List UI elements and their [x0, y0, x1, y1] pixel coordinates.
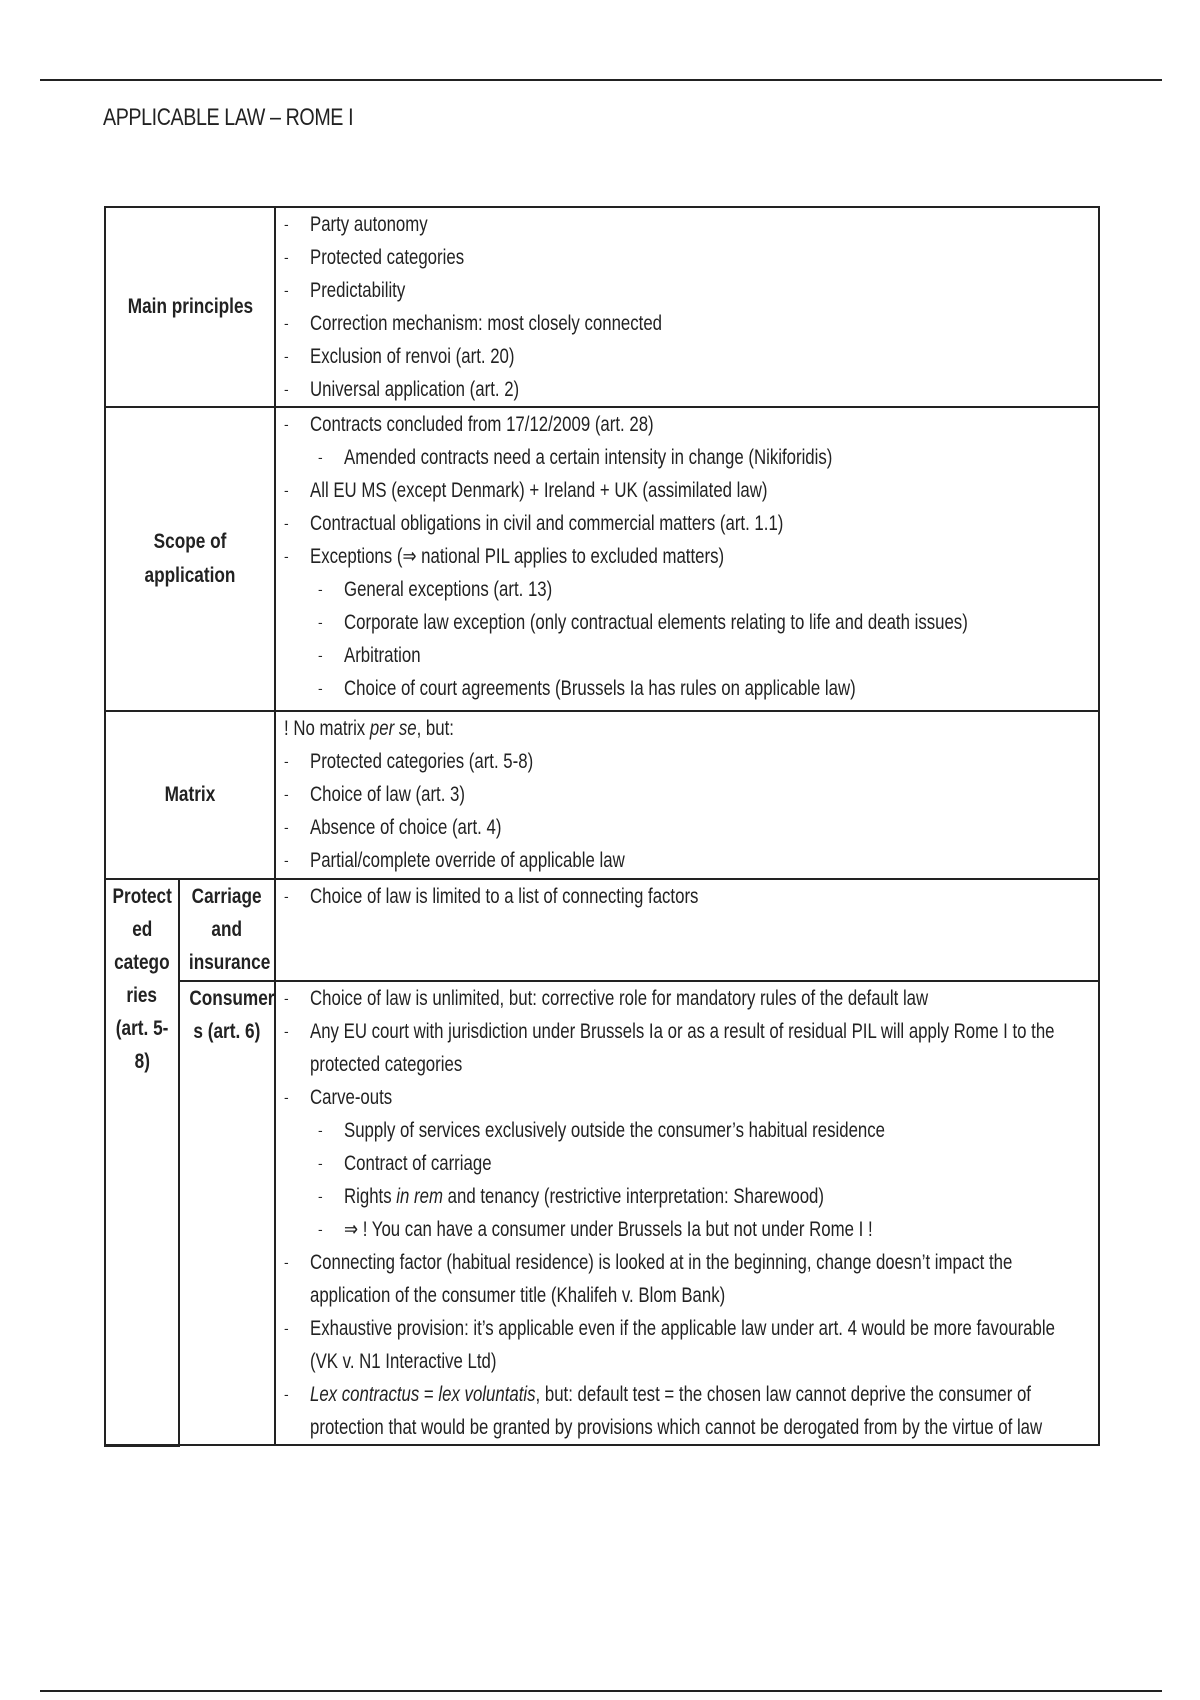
carriage-cell: [275, 879, 1099, 981]
list-item: - Choice of law is limited to a list of connecting factors: [282, 880, 1098, 913]
list-item: - Contract of carriage: [282, 1147, 1098, 1180]
list-item: - Supply of services exclusively outside the consumer’s habitual residence: [282, 1114, 1098, 1147]
row-consumers: [105, 981, 1099, 1445]
list-item: - Corporate law exception (only contractual elements relating to life and death issues): [282, 606, 1098, 639]
matrix-list: [276, 712, 1098, 877]
list-item: - Amended contracts need a certain intensity in change (Nikiforidis): [282, 441, 1098, 474]
scope-cell: [275, 407, 1099, 711]
matrix-label: Matrix: [105, 711, 275, 879]
list-item: - Party autonomy: [282, 208, 1098, 241]
list-item: - Protected categories (art. 5-8): [282, 745, 1098, 778]
list-item: - Protected categories: [282, 241, 1098, 274]
list-item: - Contracts concluded from 17/12/2009 (art. 28): [282, 408, 1098, 441]
matrix-intro: ! No matrix per se, but:: [284, 717, 454, 740]
main-principles-cell: [275, 207, 1099, 407]
main-principles-list: [276, 208, 1098, 406]
list-item: - Predictability: [282, 274, 1098, 307]
list-item: - Rights in rem and tenancy (restrictive interpretation: Sharewood): [282, 1180, 1098, 1213]
carriage-insurance-label: Carriage and insurance: [179, 879, 275, 981]
carriage-list: [276, 880, 1098, 913]
rome-i-table: [104, 206, 1100, 1447]
list-item: - Carve-outs: [282, 1081, 1098, 1114]
consumers-list: [276, 982, 1098, 1444]
main-principles-label: Main principles: [105, 207, 275, 407]
row-scope: [105, 407, 1099, 711]
list-item: - Connecting factor (habitual residence) is looked at in the beginning, change doesn’t impact the application of the consumer title (Khalifeh v. Blom Bank): [282, 1246, 1098, 1312]
top-rule: [40, 79, 1162, 81]
row-matrix: [105, 711, 1099, 879]
list-item: - Universal application (art. 2): [282, 373, 1098, 406]
bottom-rule: [40, 1690, 1162, 1692]
list-item: - Choice of law is unlimited, but: corrective role for mandatory rules of the default law: [282, 982, 1098, 1015]
matrix-cell: [275, 711, 1099, 879]
page-title: APPLICABLE LAW – ROME I: [103, 104, 354, 131]
scope-list: [276, 408, 1098, 705]
list-item: - Partial/complete override of applicable law: [282, 844, 1098, 877]
list-item: - Contractual obligations in civil and commercial matters (art. 1.1): [282, 507, 1098, 540]
consumers-label: Consumer s (art. 6): [179, 981, 275, 1445]
list-item: - Any EU court with jurisdiction under Brussels Ia or as a result of residual PIL will apply Rome I to the protected categories: [282, 1015, 1098, 1081]
list-item: - Lex contractus = lex voluntatis, but: default test = the chosen law cannot deprive the consumer of protection that would be granted by provisions which cannot be derogated from by the virtue of law: [282, 1378, 1098, 1444]
list-item: - Exceptions (⇒ national PIL applies to excluded matters): [282, 540, 1098, 573]
list-item: - All EU MS (except Denmark) + Ireland + UK (assimilated law): [282, 474, 1098, 507]
consumers-cell: [275, 981, 1099, 1445]
list-item: - Arbitration: [282, 639, 1098, 672]
list-item: - Correction mechanism: most closely connected: [282, 307, 1098, 340]
row-main-principles: [105, 207, 1099, 407]
row-carriage: [105, 879, 1099, 981]
list-item: - Choice of law (art. 3): [282, 778, 1098, 811]
list-item: - General exceptions (art. 13): [282, 573, 1098, 606]
scope-label: Scope of application: [105, 407, 275, 711]
list-item: - Exclusion of renvoi (art. 20): [282, 340, 1098, 373]
list-item: - Absence of choice (art. 4): [282, 811, 1098, 844]
protected-categories-label: Protect ed catego ries (art. 5- 8): [105, 879, 179, 1445]
list-item: - Choice of court agreements (Brussels Ia has rules on applicable law): [282, 672, 1098, 705]
list-item: - Exhaustive provision: it’s applicable even if the applicable law under art. 4 would be more favourable (VK v. N1 Interactive Ltd): [282, 1312, 1098, 1378]
list-item: - ⇒ ! You can have a consumer under Brussels Ia but not under Rome I !: [282, 1213, 1098, 1246]
